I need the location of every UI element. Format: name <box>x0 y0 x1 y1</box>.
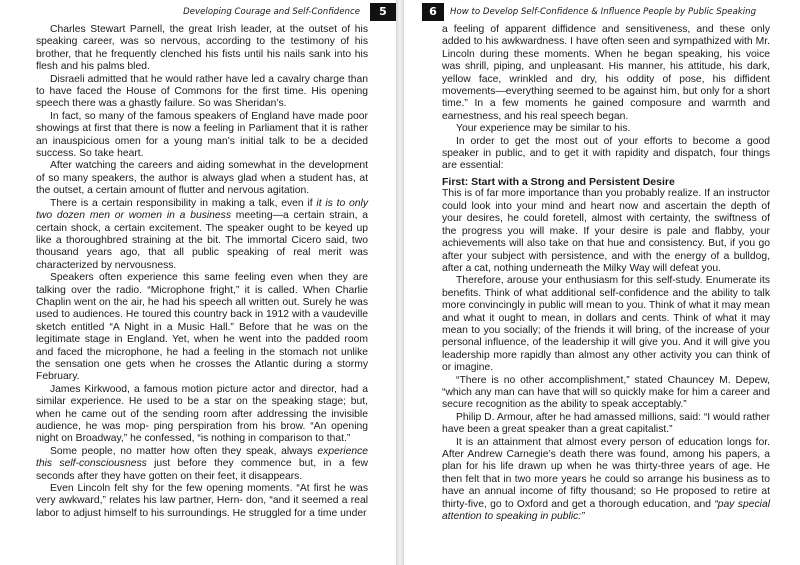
paragraph-text: just before they commence but, in a few seconds after they have gotten on their feet, it disappears. <box>36 458 368 482</box>
paragraph <box>36 198 368 272</box>
paragraph: “There is no other accomplishment,” stated Chauncey M. Depew, “which any man can have that will so quickly make for him a career and secure recognition as the ability to speak acceptably.” <box>442 374 770 411</box>
left-running-head: Developing Courage and Self-Confidence <box>183 7 360 17</box>
paragraph: In order to get the most out of your efforts to become a good speaker in public, and to get it with rapidity and dispatch, four things are essential: <box>442 135 770 172</box>
paragraph: Speakers often experience this same feeling even when they are talking over the radio. “Microphone fright,” it is called. When Charlie Chaplin went on the air, he had his speech all written out. Surely he was used to audiences. He toured this country back in 1912 with a vaudeville sketch entitled “A Night in a Music Hall.” Before that he was on the legitimate stage in England. Yet, when he went into the padded room and faced the microphone, he had a feeling in the stomach not unlike the sensation one gets when he crosses the Atlantic during a stormy February. <box>36 272 368 383</box>
paragraph: Even Lincoln felt shy for the few opening moments. “At first he was very awkward,” relates his law partner, Hern- don, “and it seemed a real labor to adjust himself to his surroundings. He struggled for a time under <box>36 483 368 519</box>
right-page-number: 6 <box>422 3 444 21</box>
right-running-head: How to Develop Self-Confidence & Influence People by Public Speaking <box>450 7 757 17</box>
paragraph-text: There is a certain responsibility in making a talk, even if <box>50 197 317 209</box>
paragraph: a feeling of apparent diffidence and sensitiveness, and these only added to his awkwardness. I have often seen and sympathized with Mr. Lincoln during these moments. When he began speaking, his voice was shrill, piping, and unpleasant. His manner, his attitude, his dark, yellow face, wrinkled and dry, his oddity of pose, his diffident movements—everything seemed to be against him, but only for a short time.” In a few moments he gained composure and warmth and earnestness, and his real speech began. <box>442 24 770 122</box>
paragraph: In fact, so many of the famous speakers of England have made poor showings at first that there is now a feeling in Parliament that it is rather an inauspicious omen for a young man’s initial talk to be a decided success. So take heart. <box>36 110 368 160</box>
section-heading: First: Start with a Strong and Persistent Desire <box>442 175 675 188</box>
paragraph: Philip D. Armour, after he had amassed millions, said: “I would rather have been a great speaker than a great capitalist.” <box>442 411 770 436</box>
right-page-header <box>422 3 800 21</box>
paragraph-text: Some people, no matter how often they speak, always <box>50 445 318 457</box>
paragraph: This is of far more importance than you probably realize. If an instructor could look into your mind and heart now and ascertain the depth of your desires, he could foretell, almost with certainty, the swiftness of the progress you will make. If your desire is pale and flabby, your achievements will also take on that hue and consistency. But, if you go after your subject with persistence, and with the energy of a bulldog, after a cat, nothing underneath the Milky Way will defeat you. <box>442 188 770 274</box>
right-page-body <box>442 24 770 523</box>
paragraph: After watching the careers and aiding somewhat in the development of so many speakers, the author is always glad when a student has, at the outset, a certain amount of flutter and nervous agitation. <box>36 160 368 197</box>
left-page-body <box>36 24 368 520</box>
paragraph: Therefore, arouse your enthusiasm for this self-study. Enumerate its benefits. Think of what additional self-confidence and the ability to talk more convincingly in public will mean to you. Think of what it may mean and what it ought to mean, in dollars and cents. Think of what it may mean to you socially; of the friends it will bring, of the increase of your personal influence, of the leadership it will give you. And it will give you leadership more rapidly than almost any other activity you can think of or imagine. <box>442 275 770 374</box>
left-page <box>0 0 396 565</box>
left-page-number: 5 <box>370 3 396 21</box>
paragraph: James Kirkwood, a famous motion picture actor and director, had a similar experience. He used to be a star on the speaking stage; but, when he came out of the sending room after addressing the invisible audience, he was mop- ping perspiration from his brow. “An opening night on Broadway,” he confessed, “is nothing in comparison to that.” <box>36 383 368 445</box>
paragraph-text: It is an attainment that almost every person of education longs for. After Andrew Carnegie’s death there was found, among his papers, a plan for his life drawn up when he was thirty-three years of age. He then felt that in two more years he could so arrange his business as to have an annual income of fifty thousand; so He proposed to retire at thirty-five, go to Oxford and get a thorough education, and <box>442 436 770 510</box>
paragraph: Your experience may be similar to his. <box>456 123 631 135</box>
paragraph-text: meeting—a certain strain, a certain shock, a certain excitement. The speaker ought to be keyed up like a thoroughbred straining at the bit. The immortal Cicero said, two thousand years ago, that all public speaking of real merit was characterized by nervousness. <box>36 210 369 271</box>
paragraph <box>442 437 770 524</box>
paragraph: Charles Stewart Parnell, the great Irish leader, at the outset of his speaking career, was so nervous, according to the testimony of his brother, that he frequently clenched his fists until his nails sank into his flesh and his palms bled. <box>36 24 368 73</box>
paragraph <box>36 446 368 483</box>
emphasis-text: “pay special attention to speaking in public:” <box>442 498 770 523</box>
emphasis-text: it is to only two dozen men or women in a business <box>36 197 368 222</box>
emphasis-text: experience this self-consciousness <box>36 445 368 470</box>
right-page <box>404 0 800 565</box>
left-page-header <box>0 3 387 21</box>
book-gutter <box>396 0 404 565</box>
paragraph: Disraeli admitted that he would rather have led a cavalry charge than to have faced the House of Commons for the first time. His opening speech there was a ghastly failure. So was Sheridan’s. <box>36 73 368 110</box>
